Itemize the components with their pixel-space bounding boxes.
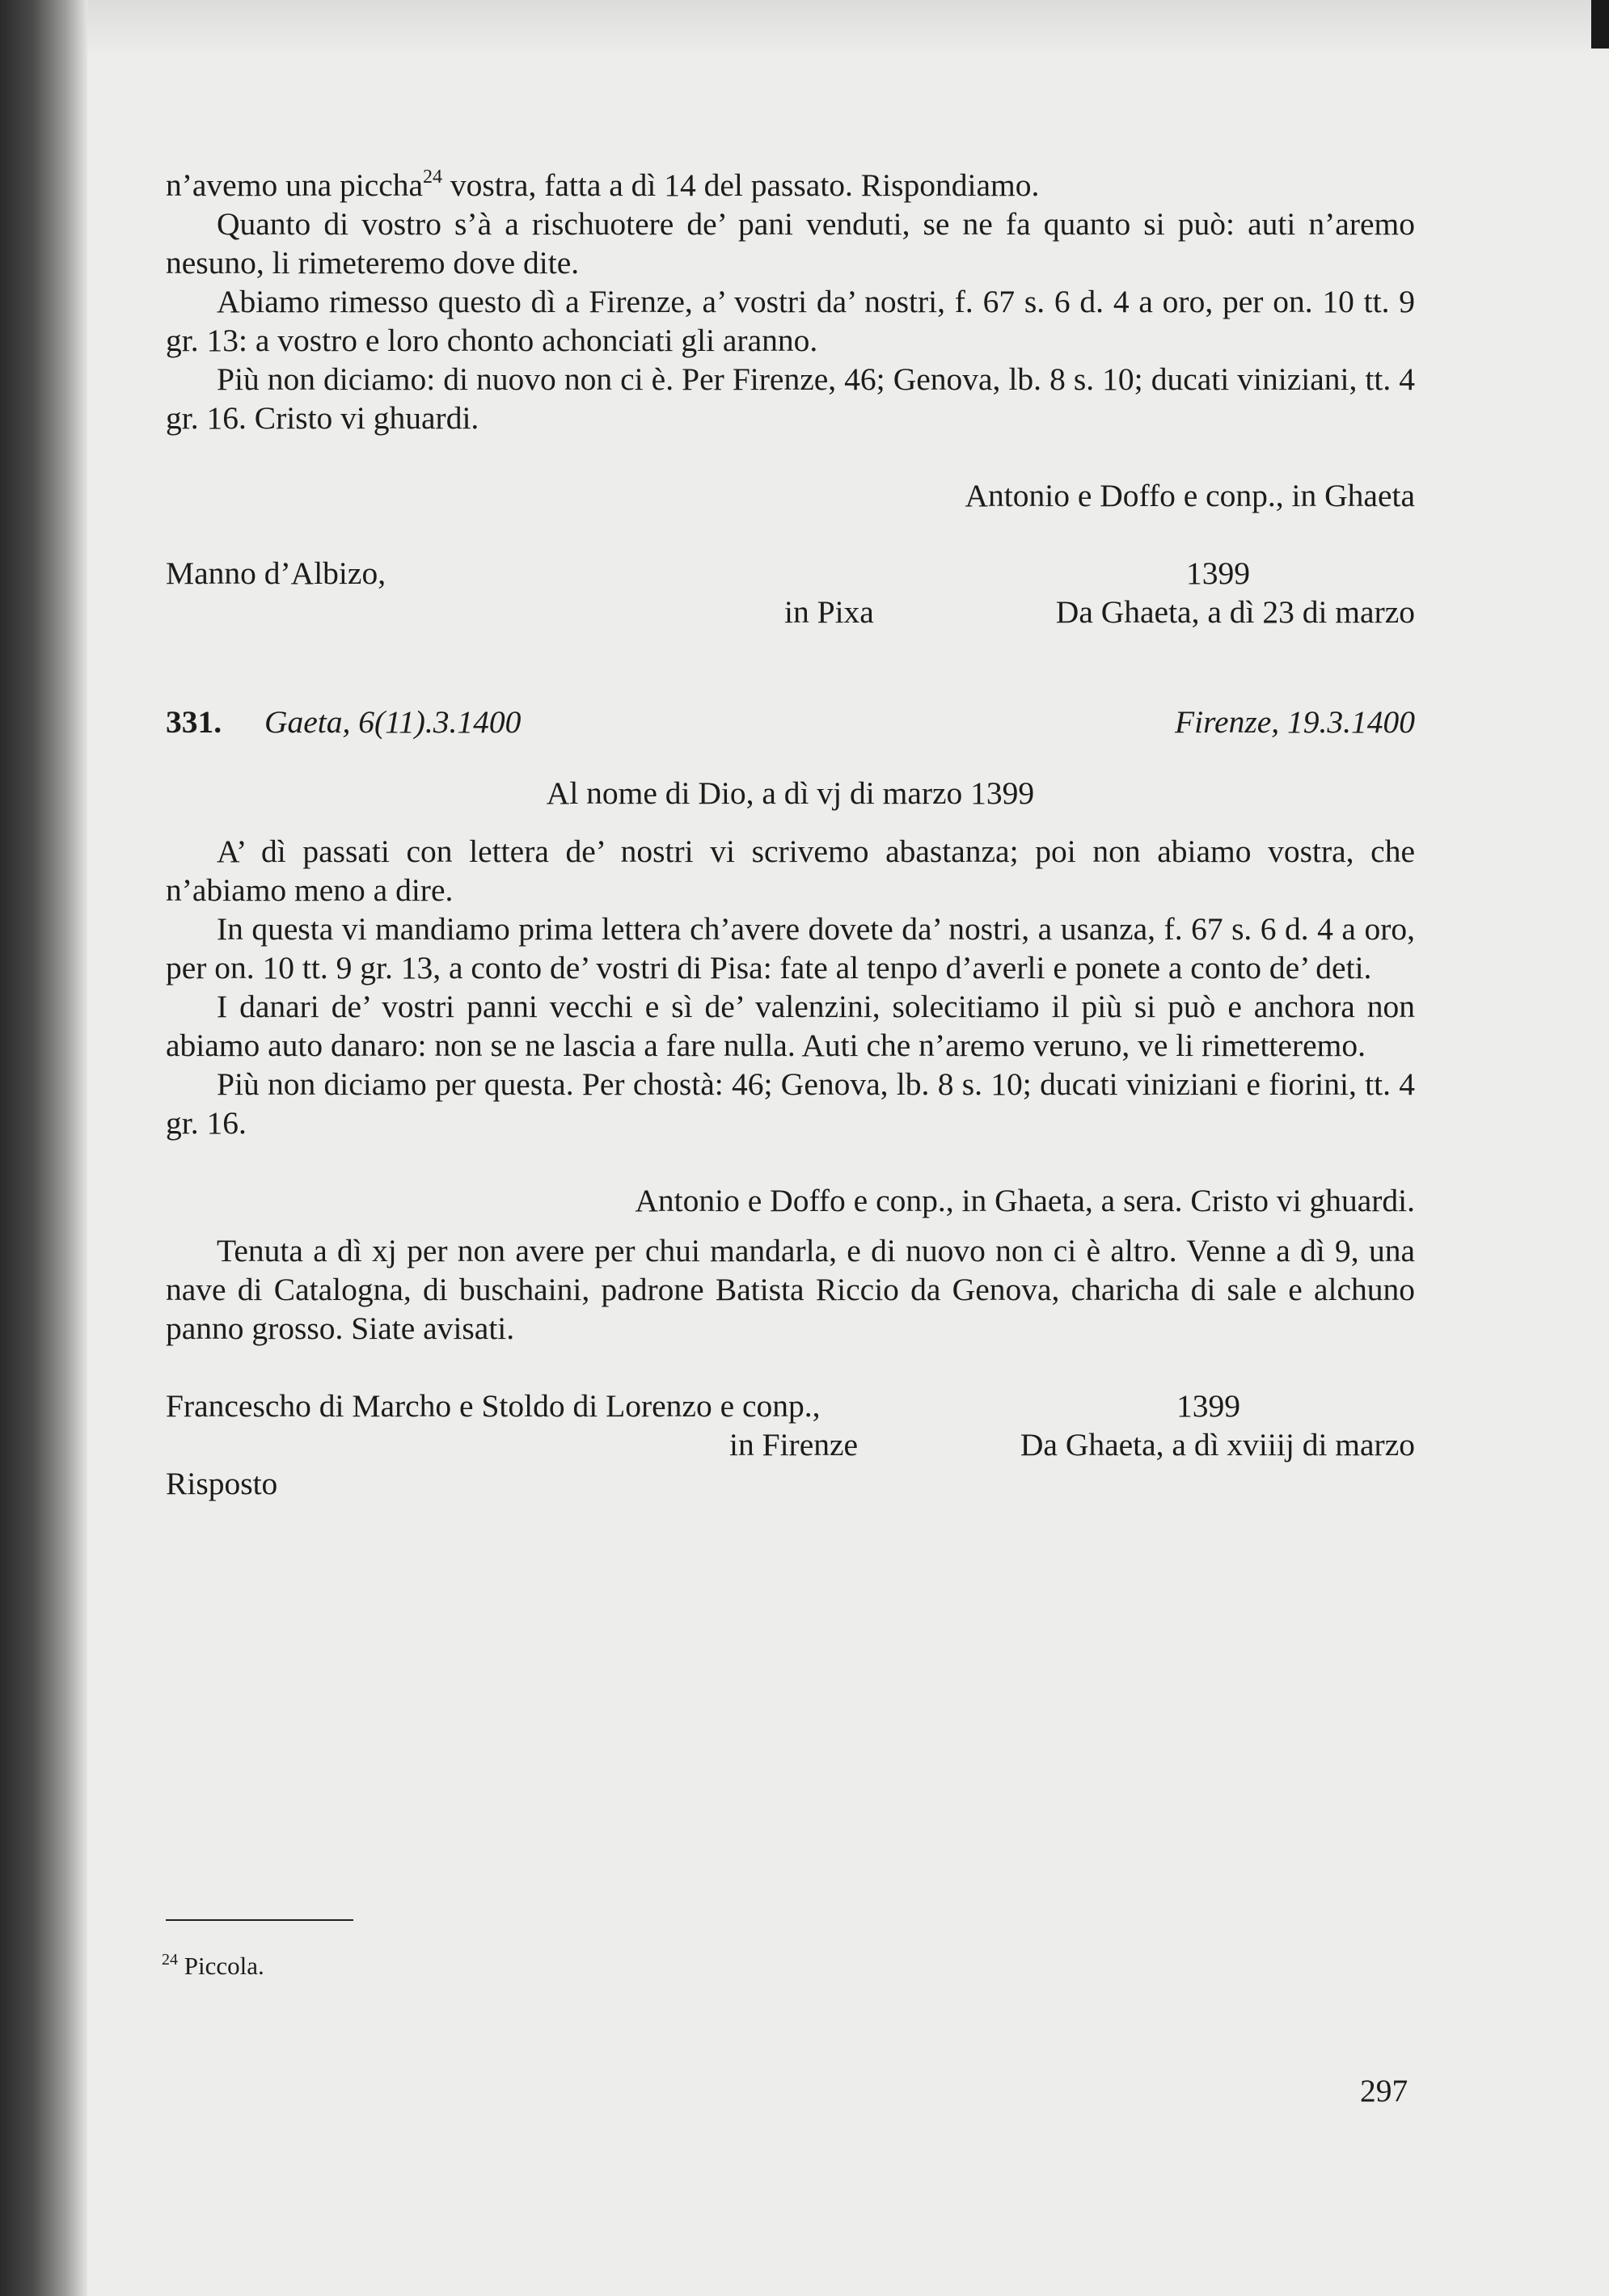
prev-letter-signature: Antonio e Doffo e conp., in Ghaeta [965, 478, 1415, 513]
letter-para: In questa vi mandiamo prima lettera ch’avere dovete da’ nostri, a usanza, f. 67 s. 6 d. 4 a oro, per on. 10 tt. 9 gr. 13, a conto de’ vostri di Pisa: fate al tenpo d’averli e ponete a conto de’ deti. [166, 911, 1415, 986]
letter-heading: Al nome di Dio, a dì vj di marzo 1399 [546, 775, 1035, 811]
prev-letter-addressee: Manno d’Albizo, [166, 555, 386, 591]
letter-place: in Firenze [729, 1427, 859, 1462]
letter-para: Più non diciamo per questa. Per chostà: 46; Genova, lb. 8 s. 10; ducati viniziani e fiorini, tt. 4 gr. 16. [166, 1066, 1415, 1141]
letter-destination: Firenze, 19.3.1400 [1175, 704, 1415, 740]
letter-addressee: Francescho di Marcho e Stoldo di Lorenzo e conp., [166, 1388, 821, 1424]
prev-letter-para: Quanto di vostro s’à a rischuotere de’ pani venduti, se ne fa quanto si può: auti n’aremo nesuno, li rimeteremo dove dite. [166, 206, 1415, 281]
letter-year: 1399 [1176, 1388, 1240, 1424]
footnote-number: 24 [162, 1951, 178, 1969]
letter-origin: Gaeta, 6(11).3.1400 [264, 704, 522, 740]
letter-para: I danari de’ vostri panni vecchi e sì de’ valenzini, solecitiamo il più si può e anchora non abiamo auto danaro: non se ne lascia a fare nulla. Auti che n’aremo veruno, ve li rimetteremo. [166, 989, 1415, 1063]
footnote [162, 1950, 264, 1982]
letter-dateline: Da Ghaeta, a dì xviiij di marzo [1020, 1427, 1415, 1462]
prev-letter-para: Abiamo rimesso questo dì a Firenze, a’ vostri da’ nostri, f. 67 s. 6 d. 4 a oro, per on. 10 tt. 9 gr. 13: a vostro e loro chonto achonciati gli aranno. [166, 284, 1415, 358]
page-body [166, 166, 1415, 1503]
prev-letter-line: n’avemo una piccha$^{24}$ vostra, fatta a dì 14 del passato. Rispondiamo. [166, 167, 1040, 203]
letter-number: 331. [166, 704, 222, 740]
prev-letter-para: Più non diciamo: di nuovo non ci è. Per Firenze, 46; Genova, lb. 8 s. 10; ducati viniziani, tt. 4 gr. 16. Cristo vi ghuardi. [166, 361, 1415, 436]
page-number: 297 [1360, 2073, 1408, 2108]
footnote-rule [166, 1919, 353, 1921]
footnote-text: Piccola. [178, 1952, 264, 1980]
letter-header [166, 703, 1415, 741]
letter-place-row [166, 1425, 1415, 1464]
letter-para: A’ dì passati con lettera de’ nostri vi scrivemo abastanza; poi non abiamo vostra, che n’abiamo meno a dire. [166, 834, 1415, 908]
prev-letter-year: 1399 [1186, 555, 1250, 591]
top-page-shadow [87, 0, 1609, 57]
prev-letter-dateline: Da Ghaeta, a dì 23 di marzo [1055, 594, 1415, 630]
page-corner [1591, 0, 1609, 49]
letter-signature: Antonio e Doffo e conp., in Ghaeta, a sera. Cristo vi ghuardi. [635, 1183, 1415, 1218]
letter-postscript: Tenuta a dì xj per non avere per chui mandarla, e di nuovo non ci è altro. Venne a dì 9, una nave di Catalogna, di buschaini, padrone Batista Riccio da Genova, charicha di sale e alchuno panno grosso. Siate avisati. [166, 1233, 1415, 1346]
book-binding-shadow [0, 0, 87, 2296]
letter-reply-note: Risposto [166, 1466, 278, 1501]
prev-letter-address-row [166, 554, 1415, 593]
footnote-ref: 24 [423, 167, 443, 188]
letter-address-row [166, 1386, 1415, 1425]
prev-letter-place-row [166, 593, 1415, 631]
prev-letter-place: in Pixa [784, 594, 874, 630]
